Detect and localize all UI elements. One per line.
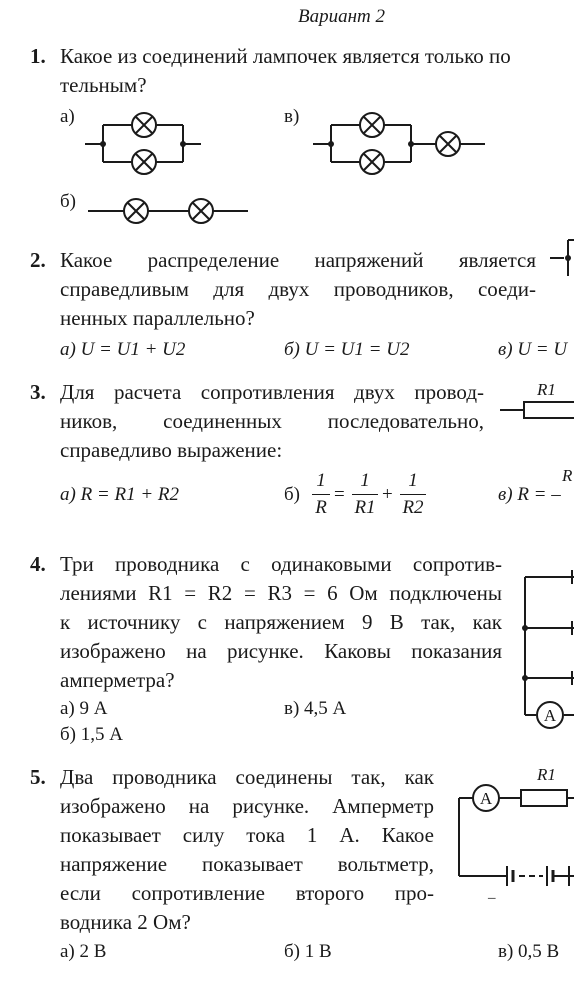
- q2-option-b: б) U = U1 = U2: [284, 339, 410, 360]
- q4-number: 4.: [30, 552, 46, 576]
- fraction-numerator: 1: [360, 470, 370, 491]
- lamp-icon: [124, 199, 148, 223]
- q5-text-line1: Два проводника соединены так, как: [60, 765, 434, 789]
- q5-text-line2: изображено на рисунке. Амперметр: [60, 794, 434, 818]
- q5-option-v: в) 0,5 В: [498, 941, 560, 962]
- q5-text-line3: показывает силу тока 1 А. Какое: [60, 823, 434, 847]
- q2-text-line2: справедливым для двух проводников, соеди-: [60, 277, 536, 301]
- q1-option-b-label: б): [60, 191, 76, 212]
- plus-sign: +: [382, 484, 393, 505]
- q4-option-a: а) 9 А: [60, 698, 108, 719]
- q3-figure-label-r1: R1: [537, 380, 556, 399]
- equals-sign: =: [334, 484, 345, 505]
- q4-text-line4: изображено на рисунке. Каковы показания: [60, 639, 502, 663]
- ammeter-label: A: [479, 789, 493, 808]
- lamp-icon: [132, 113, 156, 137]
- q4-text-line3: к источнику с напряжением 9 В так, как: [60, 610, 502, 634]
- q3-resistor-figure: [500, 396, 574, 426]
- lamp-icon: [360, 150, 384, 174]
- q2-circuit-fragment: [550, 236, 574, 286]
- q5-text-line4: напряжение показывает вольтметр,: [60, 852, 434, 876]
- q1-text-line1: Какое из соединений лампочек является только по: [60, 44, 511, 68]
- q4-text-line1: Три проводника с одинаковыми сопротив-: [60, 552, 502, 576]
- q4-text-line2: лениями R1 = R2 = R3 = 6 Ом подключены: [60, 581, 502, 605]
- q5-circuit-figure: [455, 780, 574, 890]
- q1-circuit-b-series: [88, 196, 253, 226]
- q3-text-line2: ников, соединенных последовательно,: [60, 409, 484, 433]
- lamp-icon: [360, 113, 384, 137]
- q3-fraction-3: [400, 470, 426, 519]
- q3-option-b-label: б): [284, 484, 300, 505]
- fraction-numerator: 1: [408, 470, 418, 491]
- q5-text-line5: если сопротивление второго про-: [60, 881, 434, 905]
- fraction-denominator: R2: [402, 497, 424, 518]
- q3-text-line1: Для расчета сопротивления двух провод-: [60, 380, 484, 404]
- q1-number: 1.: [30, 44, 46, 68]
- q3-fraction-2: [352, 470, 378, 519]
- q5-figure-label-r1: R1: [537, 765, 556, 784]
- q2-text-line3: ненных параллельно?: [60, 306, 255, 330]
- q3-number: 3.: [30, 380, 46, 404]
- lamp-icon: [436, 132, 460, 156]
- resistor-icon: [521, 790, 567, 806]
- lamp-icon: [189, 199, 213, 223]
- lamp-icon: [132, 150, 156, 174]
- q4-text-line5: амперметра?: [60, 668, 175, 692]
- q5-minus-sign: –: [488, 890, 496, 906]
- q4-circuit-figure: [520, 565, 574, 735]
- page-title: Вариант 2: [298, 6, 386, 27]
- q1-circuit-a-parallel: [85, 110, 205, 175]
- q2-text-line1: Какое распределение напряжений является: [60, 248, 536, 272]
- q3-option-a: а) R = R1 + R2: [60, 484, 180, 505]
- q4-option-b: б) 1,5 А: [60, 724, 123, 745]
- q1-circuit-v-mixed: [313, 110, 488, 175]
- q5-option-a: а) 2 В: [60, 941, 107, 962]
- q3-fraction-1: [312, 470, 330, 519]
- q3-text-line3: справедливо выражение:: [60, 438, 283, 462]
- q4-option-v: в) 4,5 А: [284, 698, 347, 719]
- resistor-icon: [524, 402, 574, 418]
- q3-figure-label-r: R: [562, 466, 573, 485]
- fraction-numerator: 1: [316, 470, 326, 491]
- q5-number: 5.: [30, 765, 46, 789]
- q2-number: 2.: [30, 248, 46, 272]
- fraction-denominator: R: [315, 497, 327, 518]
- q1-text-line2: тельным?: [60, 73, 147, 97]
- q1-option-a-label: а): [60, 106, 75, 127]
- q2-option-a: а) U = U1 + U2: [60, 339, 186, 360]
- q1-option-v-label: в): [284, 106, 300, 127]
- ammeter-label: A: [543, 706, 557, 725]
- fraction-denominator: R1: [354, 497, 376, 518]
- q5-option-b: б) 1 В: [284, 941, 332, 962]
- q2-option-v: в) U = U: [498, 339, 568, 360]
- q3-option-v: в) R = –: [498, 484, 561, 505]
- q5-text-line6: водника 2 Ом?: [60, 910, 191, 934]
